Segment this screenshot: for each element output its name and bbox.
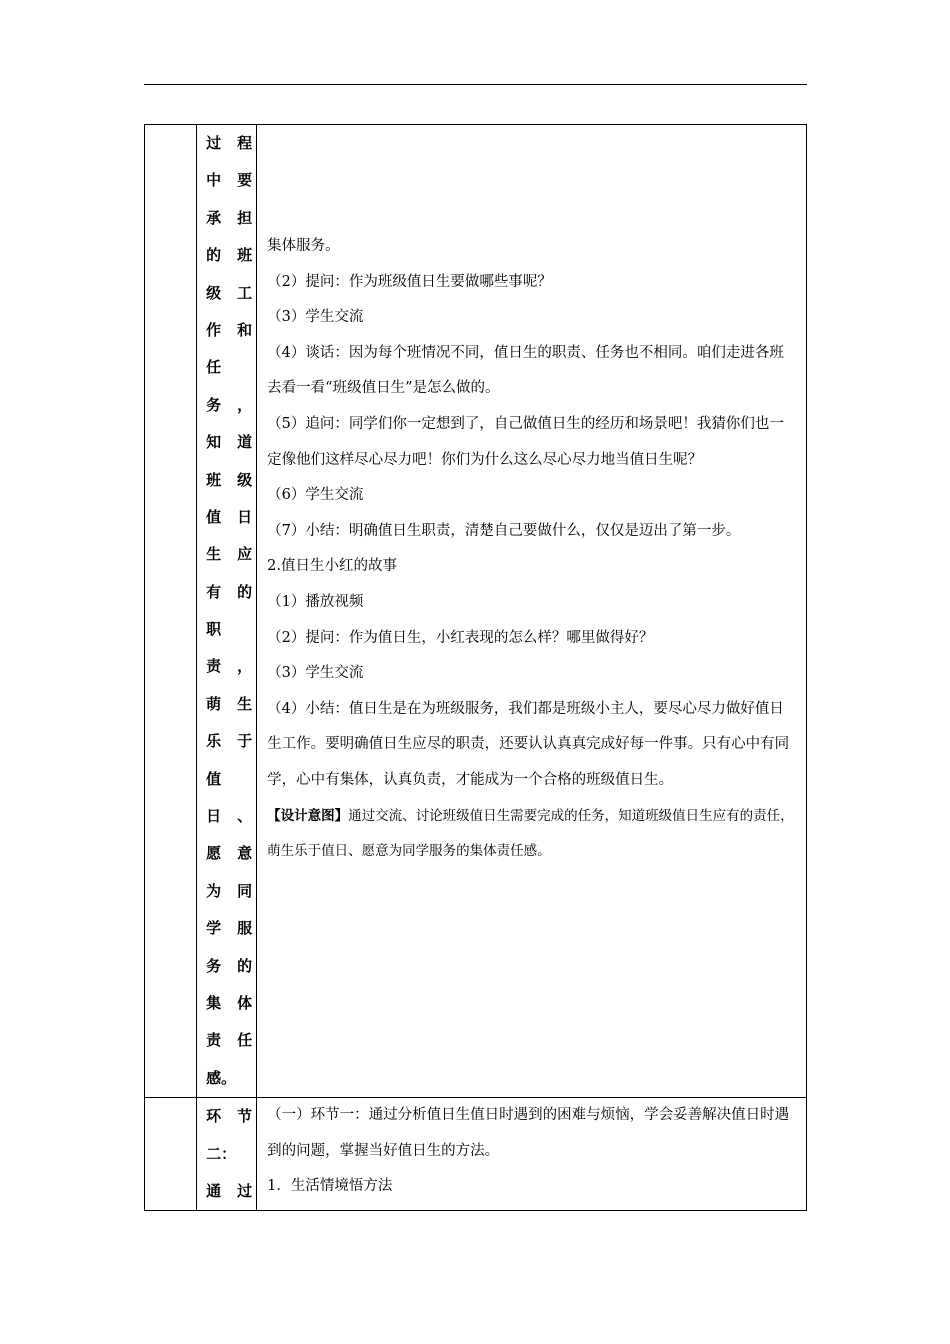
content-paragraph: （7）小结：明确值日生职责，清楚自己要做什么，仅仅是迈出了第一步。 [267, 522, 741, 539]
empty-cell [145, 125, 197, 1098]
stage-line: 二： [206, 1144, 237, 1163]
stage-line: 为 同 [206, 881, 253, 900]
content-paragraph: （4）谈话：因为每个班情况不同，值日生的职责、任务也不相同。咱们走进各班去看一看“班级值日生”是怎么做的。 [267, 344, 784, 397]
content-paragraph: （3）学生交流 [267, 665, 364, 682]
empty-cell [145, 1098, 197, 1211]
stage-goal-cell [197, 1098, 257, 1211]
stage-line: 通 过 [206, 1181, 253, 1200]
stage-line: 萌 生 [206, 694, 253, 713]
stage-line: 集 体 [206, 993, 253, 1012]
stage-line: 感。 [206, 1068, 237, 1087]
header-rule [144, 84, 807, 85]
stage-line: 环 节 [206, 1107, 253, 1126]
table-row [145, 125, 807, 1098]
stage-line: 务 的 [206, 956, 253, 975]
blank-space [267, 125, 798, 229]
stage-line: 生 应 [206, 545, 253, 564]
content-paragraph: （4）小结：值日生是在为班级服务，我们都是班级小主人，要尽心尽力做好值日生工作。要明确值日生应尽的职责，还要认认真真完成好每一件事。只有心中有同学，心中有集体，认真负责，才能成为一个合格的班级值日生。 [267, 700, 790, 788]
content-paragraph: 2.值日生小红的故事 [267, 558, 397, 575]
stage-line: 务 ， [206, 395, 253, 414]
stage-line: 值 [206, 769, 222, 788]
content-paragraph: （2）提问：作为值日生，小红表现的怎么样？哪里做得好？ [267, 629, 654, 646]
lesson-plan-table [144, 124, 807, 1211]
stage-line: 的 班 [206, 246, 253, 265]
stage-line: 责 ， [206, 657, 253, 676]
stage-line: 职 [206, 620, 222, 639]
stage-goal-cell [197, 125, 257, 1098]
content-paragraph: 1．生活情境悟方法 [267, 1178, 393, 1195]
stage-line: 学 服 [206, 919, 253, 938]
stage-line: 过 程 [206, 134, 253, 152]
stage-line: 级 工 [206, 283, 253, 302]
stage-line: 责 任 [206, 1031, 253, 1050]
content-paragraph: （6）学生交流 [267, 487, 364, 504]
design-intent-tag: 【设计意图】 [267, 807, 349, 824]
stage-line: 乐 于 [206, 732, 253, 751]
stage-line: 知 道 [206, 433, 253, 452]
activity-content-cell [257, 125, 807, 1098]
stage-line: 有 的 [206, 582, 253, 601]
design-intent-text: 通过交流、讨论班级值日生需要完成的任务，知道班级值日生应有的责任，萌生乐于值日、愿意为同学服务的集体责任感。 [267, 807, 794, 860]
stage-line: 任 [206, 358, 222, 377]
content-paragraph: （1）播放视频 [267, 593, 364, 610]
content-paragraph: （2）提问：作为班级值日生要做哪些事呢？ [267, 273, 552, 290]
content-paragraph: （5）追问：同学们你一定想到了，自己做值日生的经历和场景吧！我猜你们也一定像他们这样尽心尽力吧！你们为什么这么尽心尽力地当值日生呢？ [267, 415, 784, 468]
stage-line: 班 级 [206, 470, 253, 489]
stage-line: 作 和 [206, 320, 253, 339]
content-paragraph: （3）学生交流 [267, 309, 364, 326]
content-paragraph: （一）环节一：通过分析值日生值日时遇到的困难与烦恼，学会妥善解决值日时遇到的问题，掌握当好值日生的方法。 [267, 1107, 790, 1159]
stage-line: 日 、 [206, 807, 253, 826]
stage-line: 愿 意 [206, 844, 253, 863]
stage-line: 承 担 [206, 208, 253, 227]
stage-line: 值 日 [206, 507, 253, 526]
content-paragraph: 集体服务。 [267, 238, 340, 254]
table-row [145, 1098, 807, 1211]
stage-line: 中 要 [206, 171, 253, 190]
activity-content-cell [257, 1098, 807, 1211]
design-intent [267, 799, 798, 870]
